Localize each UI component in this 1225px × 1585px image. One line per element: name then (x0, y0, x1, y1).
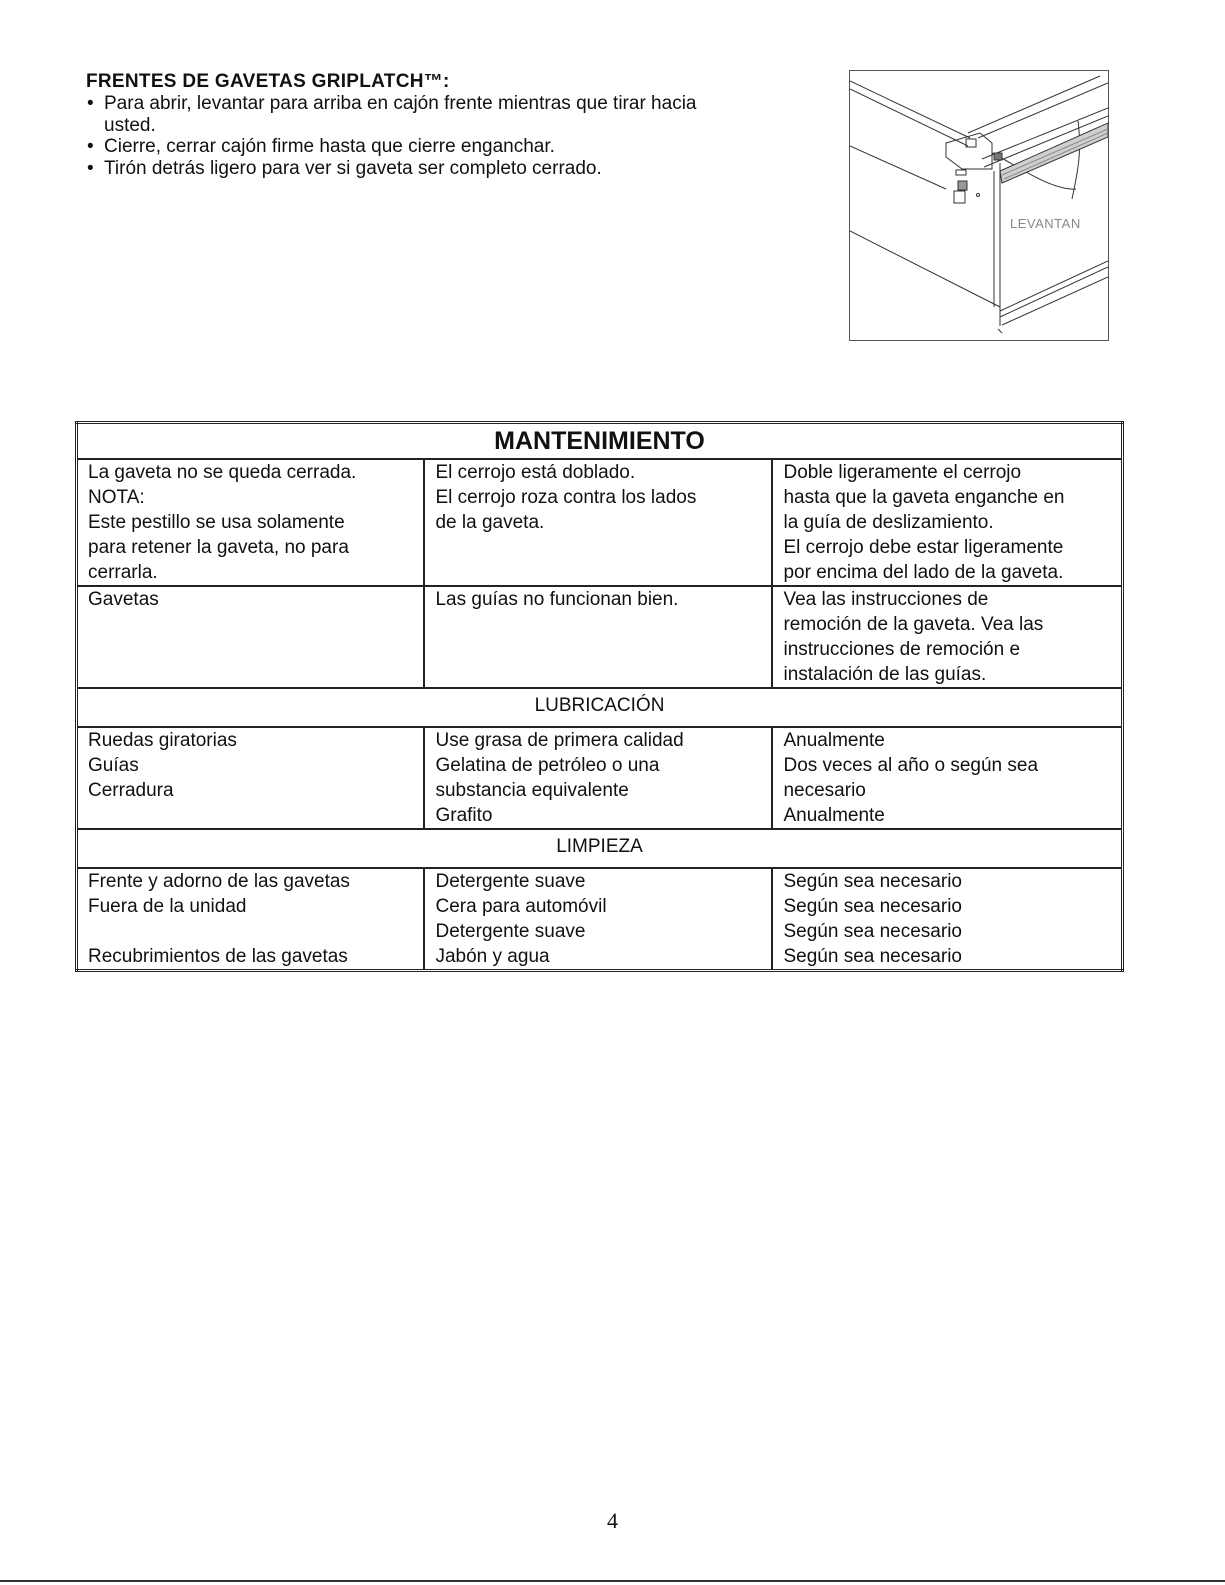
griplatch-section (86, 71, 806, 179)
cell-text: instrucciones de remoción e (783, 639, 1021, 660)
cell-text: La gaveta no se queda cerrada. (88, 462, 357, 483)
cell-text: substancia equivalente (435, 780, 629, 801)
cell-text: Doble ligeramente el cerrojo (783, 462, 1022, 483)
cell-text: de la gaveta. (435, 512, 545, 533)
cause-cell (424, 459, 772, 586)
problem-cell (77, 586, 425, 688)
cell-text: El cerrojo debe estar ligeramente (783, 537, 1064, 558)
instruction-open (86, 93, 806, 136)
cell-text: la guía de deslizamiento. (783, 512, 994, 533)
cleaning-heading: LIMPIEZA (77, 829, 1123, 868)
cleaner-cell (424, 868, 772, 971)
maintenance-table (75, 421, 1124, 972)
solution-cell (772, 586, 1122, 688)
frequency-cell (772, 727, 1122, 829)
cell-text: Use grasa de primera calidad (435, 730, 684, 751)
cell-text: para retener la gaveta, no para (88, 537, 349, 558)
drawer-latch-illustration (849, 70, 1109, 341)
cell-text: Vea las instrucciones de (783, 589, 989, 610)
part-cell (77, 727, 425, 829)
cell-text: Este pestillo se usa solamente (88, 512, 345, 533)
instruction-open-line2: usted. (104, 114, 156, 136)
instruction-open-line1: Para abrir, levantar para arriba en cajón frente mientras que tirar hacia (104, 93, 697, 114)
instruction-close: • Cierre, cerrar cajón firme hasta que cierre enganchar. (86, 136, 806, 158)
table-row (77, 868, 1123, 971)
cell-text: Según sea necesario (783, 896, 962, 917)
cell-text: remoción de la gaveta. Vea las (783, 614, 1044, 635)
maintenance-title: MANTENIMIENTO (77, 423, 1123, 460)
cell-text: Anualmente (783, 730, 885, 751)
griplatch-instructions (86, 93, 806, 179)
cell-text: Anualmente (783, 805, 885, 826)
cell-text: Frente y adorno de las gavetas (88, 871, 350, 892)
solution-cell (772, 459, 1122, 586)
page-number: 4 (607, 1508, 618, 1533)
table-row (77, 727, 1123, 829)
cell-text: por encima del lado de la gaveta. (783, 562, 1064, 583)
problem-cell (77, 459, 425, 586)
part-cell (77, 868, 425, 971)
cell-text: El cerrojo roza contra los lados (435, 487, 697, 508)
cell-text: NOTA: (88, 487, 145, 508)
cell-text: cerrarla. (88, 562, 158, 583)
cell-text: Fuera de la unidad (88, 896, 247, 917)
cell-text: Guías (88, 755, 139, 776)
cell-text: Según sea necesario (783, 946, 962, 967)
cell-text: Las guías no funcionan bien. (435, 589, 679, 610)
cell-text: Cerradura (88, 780, 174, 801)
cell-text: Gelatina de petróleo o una (435, 755, 660, 776)
lubricant-cell (424, 727, 772, 829)
cell-text: Según sea necesario (783, 871, 962, 892)
cell-text: El cerrojo está doblado. (435, 462, 636, 483)
bottom-rule (0, 1580, 1225, 1582)
cell-text: instalación de las guías. (783, 664, 987, 685)
cell-text: Detergente suave (435, 871, 586, 892)
cell-text: Cera para automóvil (435, 896, 607, 917)
cell-text: hasta que la gaveta enganche en (783, 487, 1065, 508)
cell-text: Detergente suave (435, 921, 586, 942)
cell-text: Jabón y agua (435, 946, 550, 967)
griplatch-heading: FRENTES DE GAVETAS GRIPLATCH™: (86, 71, 450, 92)
table-row (77, 586, 1123, 688)
frequency-cell (772, 868, 1122, 971)
cell-text: necesario (783, 780, 866, 801)
instruction-check: • Tirón detrás ligero para ver si gaveta ser completo cerrado. (86, 158, 806, 180)
cell-text: Grafito (435, 805, 493, 826)
cell-text: Recubrimientos de las gavetas (88, 946, 348, 967)
cause-cell (424, 586, 772, 688)
cell-text: Gavetas (88, 589, 159, 610)
blank-line (88, 919, 419, 944)
lift-label: LEVANTAN (1010, 216, 1081, 231)
cell-text: Según sea necesario (783, 921, 962, 942)
cell-text: Ruedas giratorias (88, 730, 237, 751)
table-row (77, 459, 1123, 586)
cell-text: Dos veces al año o según sea (783, 755, 1039, 776)
lubrication-heading: LUBRICACIÓN (77, 688, 1123, 727)
